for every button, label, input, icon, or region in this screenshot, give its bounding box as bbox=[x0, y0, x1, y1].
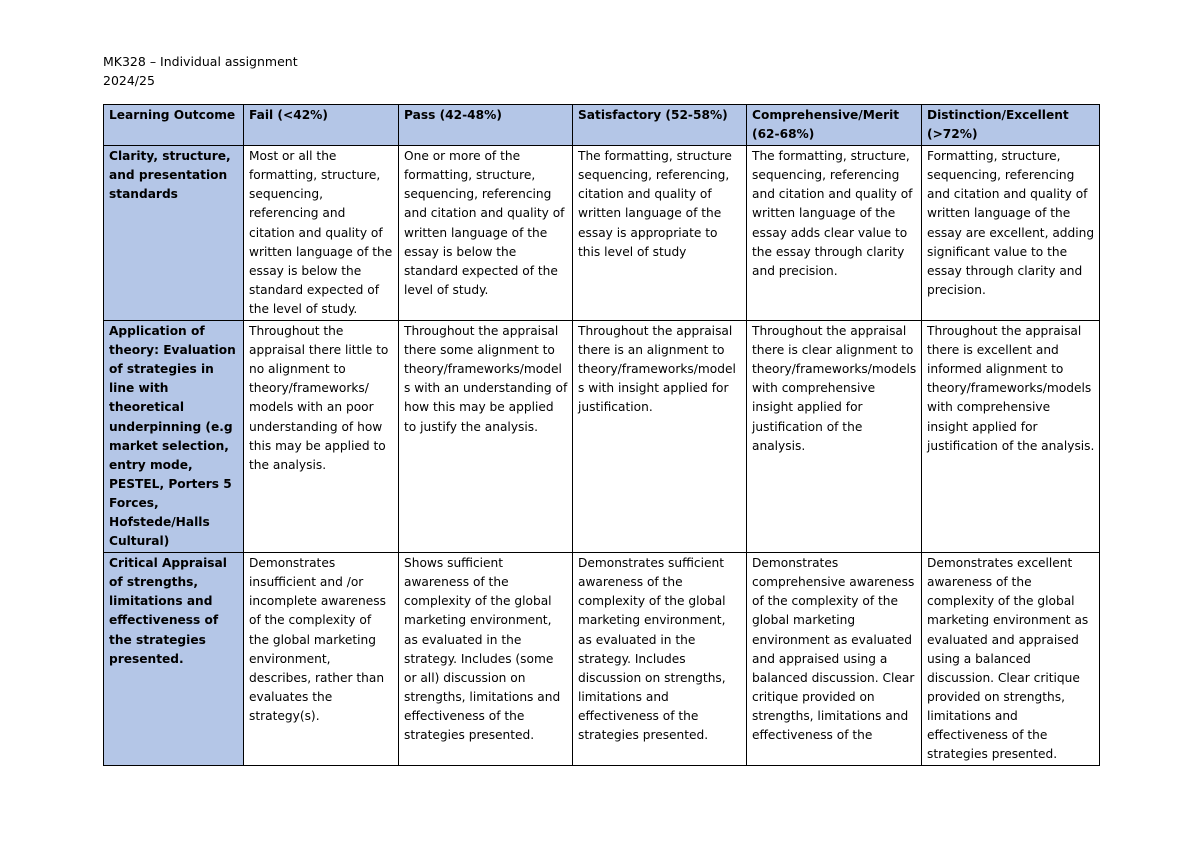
column-header-fail: Fail (<42%) bbox=[244, 105, 399, 146]
merit-criteria-cell: Throughout the appraisal there is clear alignment to theory/frameworks/models with comprehensive insight applied for justification of the analysis. bbox=[747, 321, 922, 553]
column-header-satisfactory: Satisfactory (52-58%) bbox=[573, 105, 747, 146]
outcome-cell: Critical Appraisal of strengths, limitations and effectiveness of the strategies presented. bbox=[104, 553, 244, 766]
academic-year: 2024/25 bbox=[103, 73, 155, 88]
table-header-row bbox=[104, 105, 1100, 146]
pass-criteria-cell: Throughout the appraisal there some alignment to theory/frameworks/models with an understanding of how this may be applied to justify the analysis. bbox=[399, 321, 573, 553]
fail-criteria-cell: Throughout the appraisal there little to no alignment to theory/frameworks/ models with an poor understanding of how this may be applied to the analysis. bbox=[244, 321, 399, 553]
fail-criteria-cell: Most or all the formatting, structure, sequencing, referencing and citation and quality of written language of the essay is below the standard expected of the level of study. bbox=[244, 146, 399, 321]
satisfactory-criteria-cell: The formatting, structure sequencing, referencing, citation and quality of written language of the essay is appropriate to this level of study bbox=[573, 146, 747, 321]
distinction-criteria-cell: Formatting, structure, sequencing, referencing and citation and quality of written language of the essay are excellent, adding significant value to the essay through clarity and precision. bbox=[922, 146, 1100, 321]
outcome-cell: Application of theory: Evaluation of strategies in line with theoretical underpinning (e.g market selection, entry mode, PESTEL, Porters 5 Forces, Hofstede/Halls Cultural) bbox=[104, 321, 244, 553]
column-header-learning-outcome: Learning Outcome bbox=[104, 105, 244, 146]
merit-criteria-cell: The formatting, structure, sequencing, referencing and citation and quality of written language of the essay adds clear value to the essay through clarity and precision. bbox=[747, 146, 922, 321]
satisfactory-criteria-cell: Throughout the appraisal there is an alignment to theory/frameworks/models with insight applied for justification. bbox=[573, 321, 747, 553]
satisfactory-criteria-cell: Demonstrates sufficient awareness of the complexity of the global marketing environment, as evaluated in the strategy. Includes discussion on strengths, limitations and effectiveness of the strategies presented. bbox=[573, 553, 747, 766]
marking-rubric-table bbox=[103, 104, 1100, 766]
document-title: MK328 – Individual assignment bbox=[103, 54, 298, 69]
table-row bbox=[104, 321, 1100, 553]
merit-criteria-cell: Demonstrates comprehensive awareness of the complexity of the global marketing environment as evaluated and appraised using a balanced discussion. Clear critique provided on strengths, limitations and effectiveness of the bbox=[747, 553, 922, 766]
table-row bbox=[104, 553, 1100, 766]
document-header bbox=[103, 52, 298, 90]
distinction-criteria-cell: Demonstrates excellent awareness of the complexity of the global marketing environment as evaluated and appraised using a balanced discussion. Clear critique provided on strengths, limitations and effectiveness of the strategies presented. bbox=[922, 553, 1100, 766]
outcome-cell: Clarity, structure, and presentation standards bbox=[104, 146, 244, 321]
fail-criteria-cell: Demonstrates insufficient and /or incomplete awareness of the complexity of the global marketing environment, describes, rather than evaluates the strategy(s). bbox=[244, 553, 399, 766]
distinction-criteria-cell: Throughout the appraisal there is excellent and informed alignment to theory/frameworks/models with comprehensive insight applied for justification of the analysis. bbox=[922, 321, 1100, 553]
pass-criteria-cell: One or more of the formatting, structure, sequencing, referencing and citation and quality of written language of the essay is below the standard expected of the level of study. bbox=[399, 146, 573, 321]
column-header-merit: Comprehensive/Merit (62-68%) bbox=[747, 105, 922, 146]
pass-criteria-cell: Shows sufficient awareness of the complexity of the global marketing environment, as evaluated in the strategy. Includes (some or all) discussion on strengths, limitations and effectiveness of the strategies presented. bbox=[399, 553, 573, 766]
column-header-distinction: Distinction/Excellent (>72%) bbox=[922, 105, 1100, 146]
column-header-pass: Pass (42-48%) bbox=[399, 105, 573, 146]
table-row bbox=[104, 146, 1100, 321]
